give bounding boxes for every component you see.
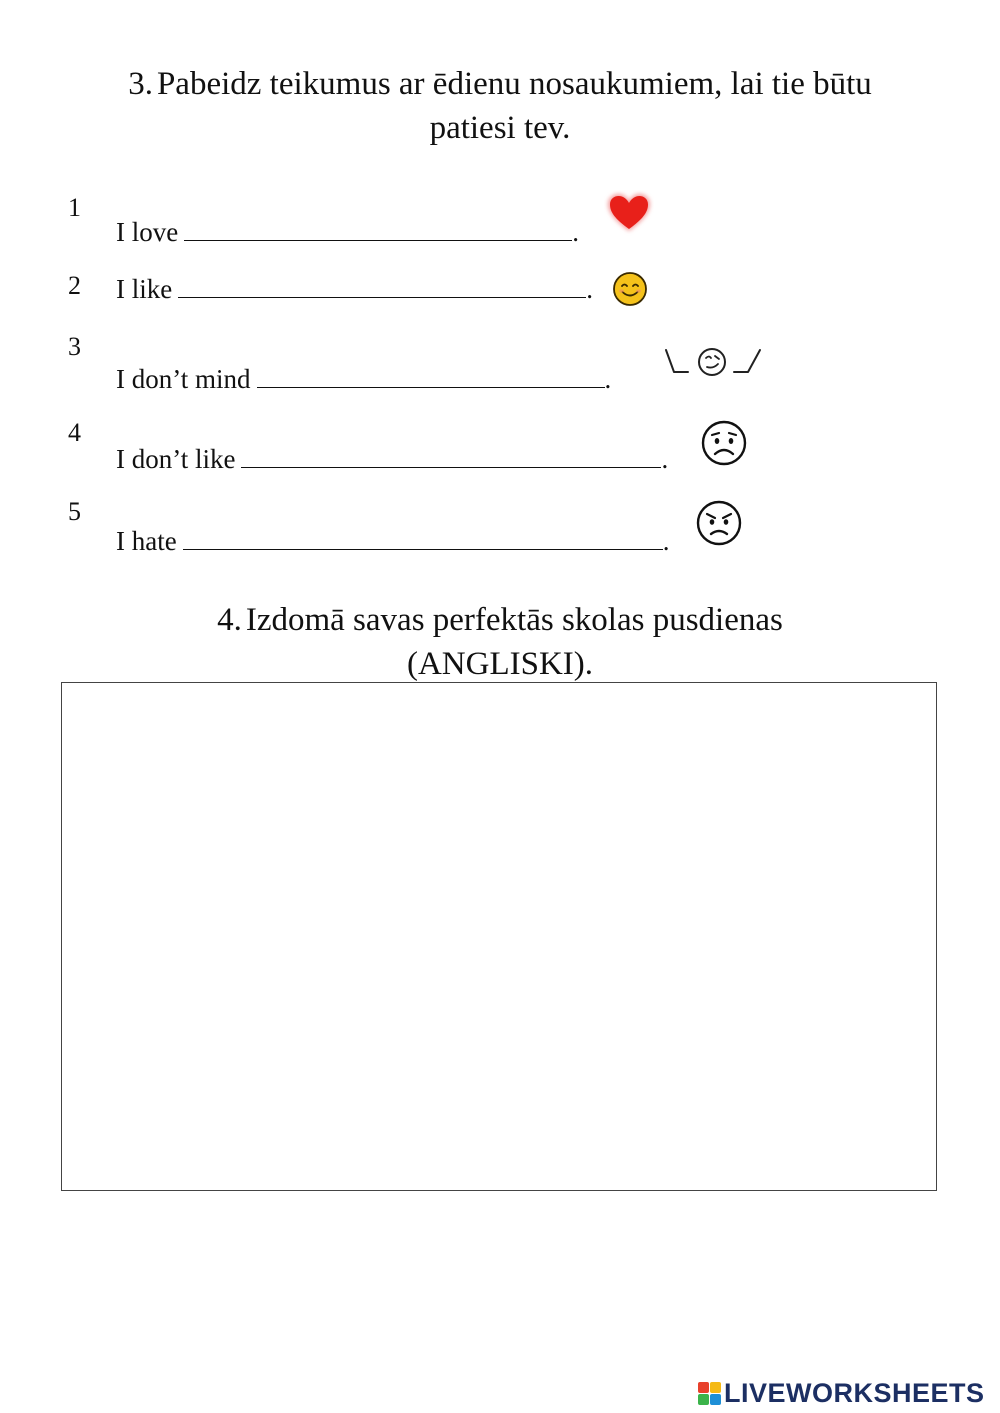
item-1-sentence <box>116 216 579 248</box>
item-1-number: 1 <box>68 193 81 222</box>
exercise-3-heading <box>0 62 1000 150</box>
item-5-sentence <box>116 525 669 557</box>
item-2-number: 2 <box>68 271 81 300</box>
liveworksheets-logo <box>698 1376 985 1410</box>
logo-text: LIVEWORKSHEETS <box>724 1377 985 1408</box>
item-2-answer-blank[interactable] <box>178 275 586 298</box>
item-1-answer-blank[interactable] <box>184 218 572 241</box>
smiling-face-icon <box>612 271 648 307</box>
item-2-end: . <box>586 274 593 304</box>
item-4-answer-blank[interactable] <box>241 445 661 468</box>
item-1-end: . <box>572 217 579 247</box>
heart-icon <box>604 190 654 236</box>
item-5-prompt: I hate <box>116 526 177 556</box>
exercise-3-title-line2: patiesi tev. <box>429 110 571 146</box>
shrug-face-icon <box>664 344 764 382</box>
item-3-end: . <box>604 364 612 394</box>
item-5-answer-blank[interactable] <box>183 527 663 550</box>
item-3-sentence <box>116 363 611 395</box>
item-3-number: 3 <box>68 332 81 361</box>
worried-face-icon <box>700 419 748 467</box>
item-1-prompt: I love <box>116 217 179 247</box>
exercise-3-title-line1: Pabeidz teikumus ar ēdienu nosaukumiem, lai tie būtu <box>156 66 872 102</box>
item-3-answer-blank[interactable] <box>257 365 605 388</box>
exercise-3-number: 3. <box>128 66 153 102</box>
item-2-sentence <box>116 273 593 305</box>
logo-blocks-icon <box>698 1382 721 1405</box>
angry-face-icon <box>695 499 743 547</box>
exercise-4-number: 4. <box>217 602 242 638</box>
item-5-number: 5 <box>68 497 81 526</box>
item-4-prompt: I don’t like <box>116 444 236 474</box>
item-3-prompt: I don’t mind <box>116 364 251 394</box>
item-2-prompt: I like <box>116 274 173 304</box>
item-4-end: . <box>661 444 669 474</box>
exercise-4-heading <box>0 598 1000 686</box>
item-4-number: 4 <box>68 418 81 447</box>
lunch-answer-box[interactable] <box>61 682 937 1191</box>
item-4-sentence <box>116 443 668 475</box>
exercise-4-title-line2: (ANGLISKI). <box>406 646 594 682</box>
item-5-end: . <box>662 526 670 556</box>
exercise-4-title-line1: Izdomā savas perfektās skolas pusdienas <box>245 602 783 638</box>
